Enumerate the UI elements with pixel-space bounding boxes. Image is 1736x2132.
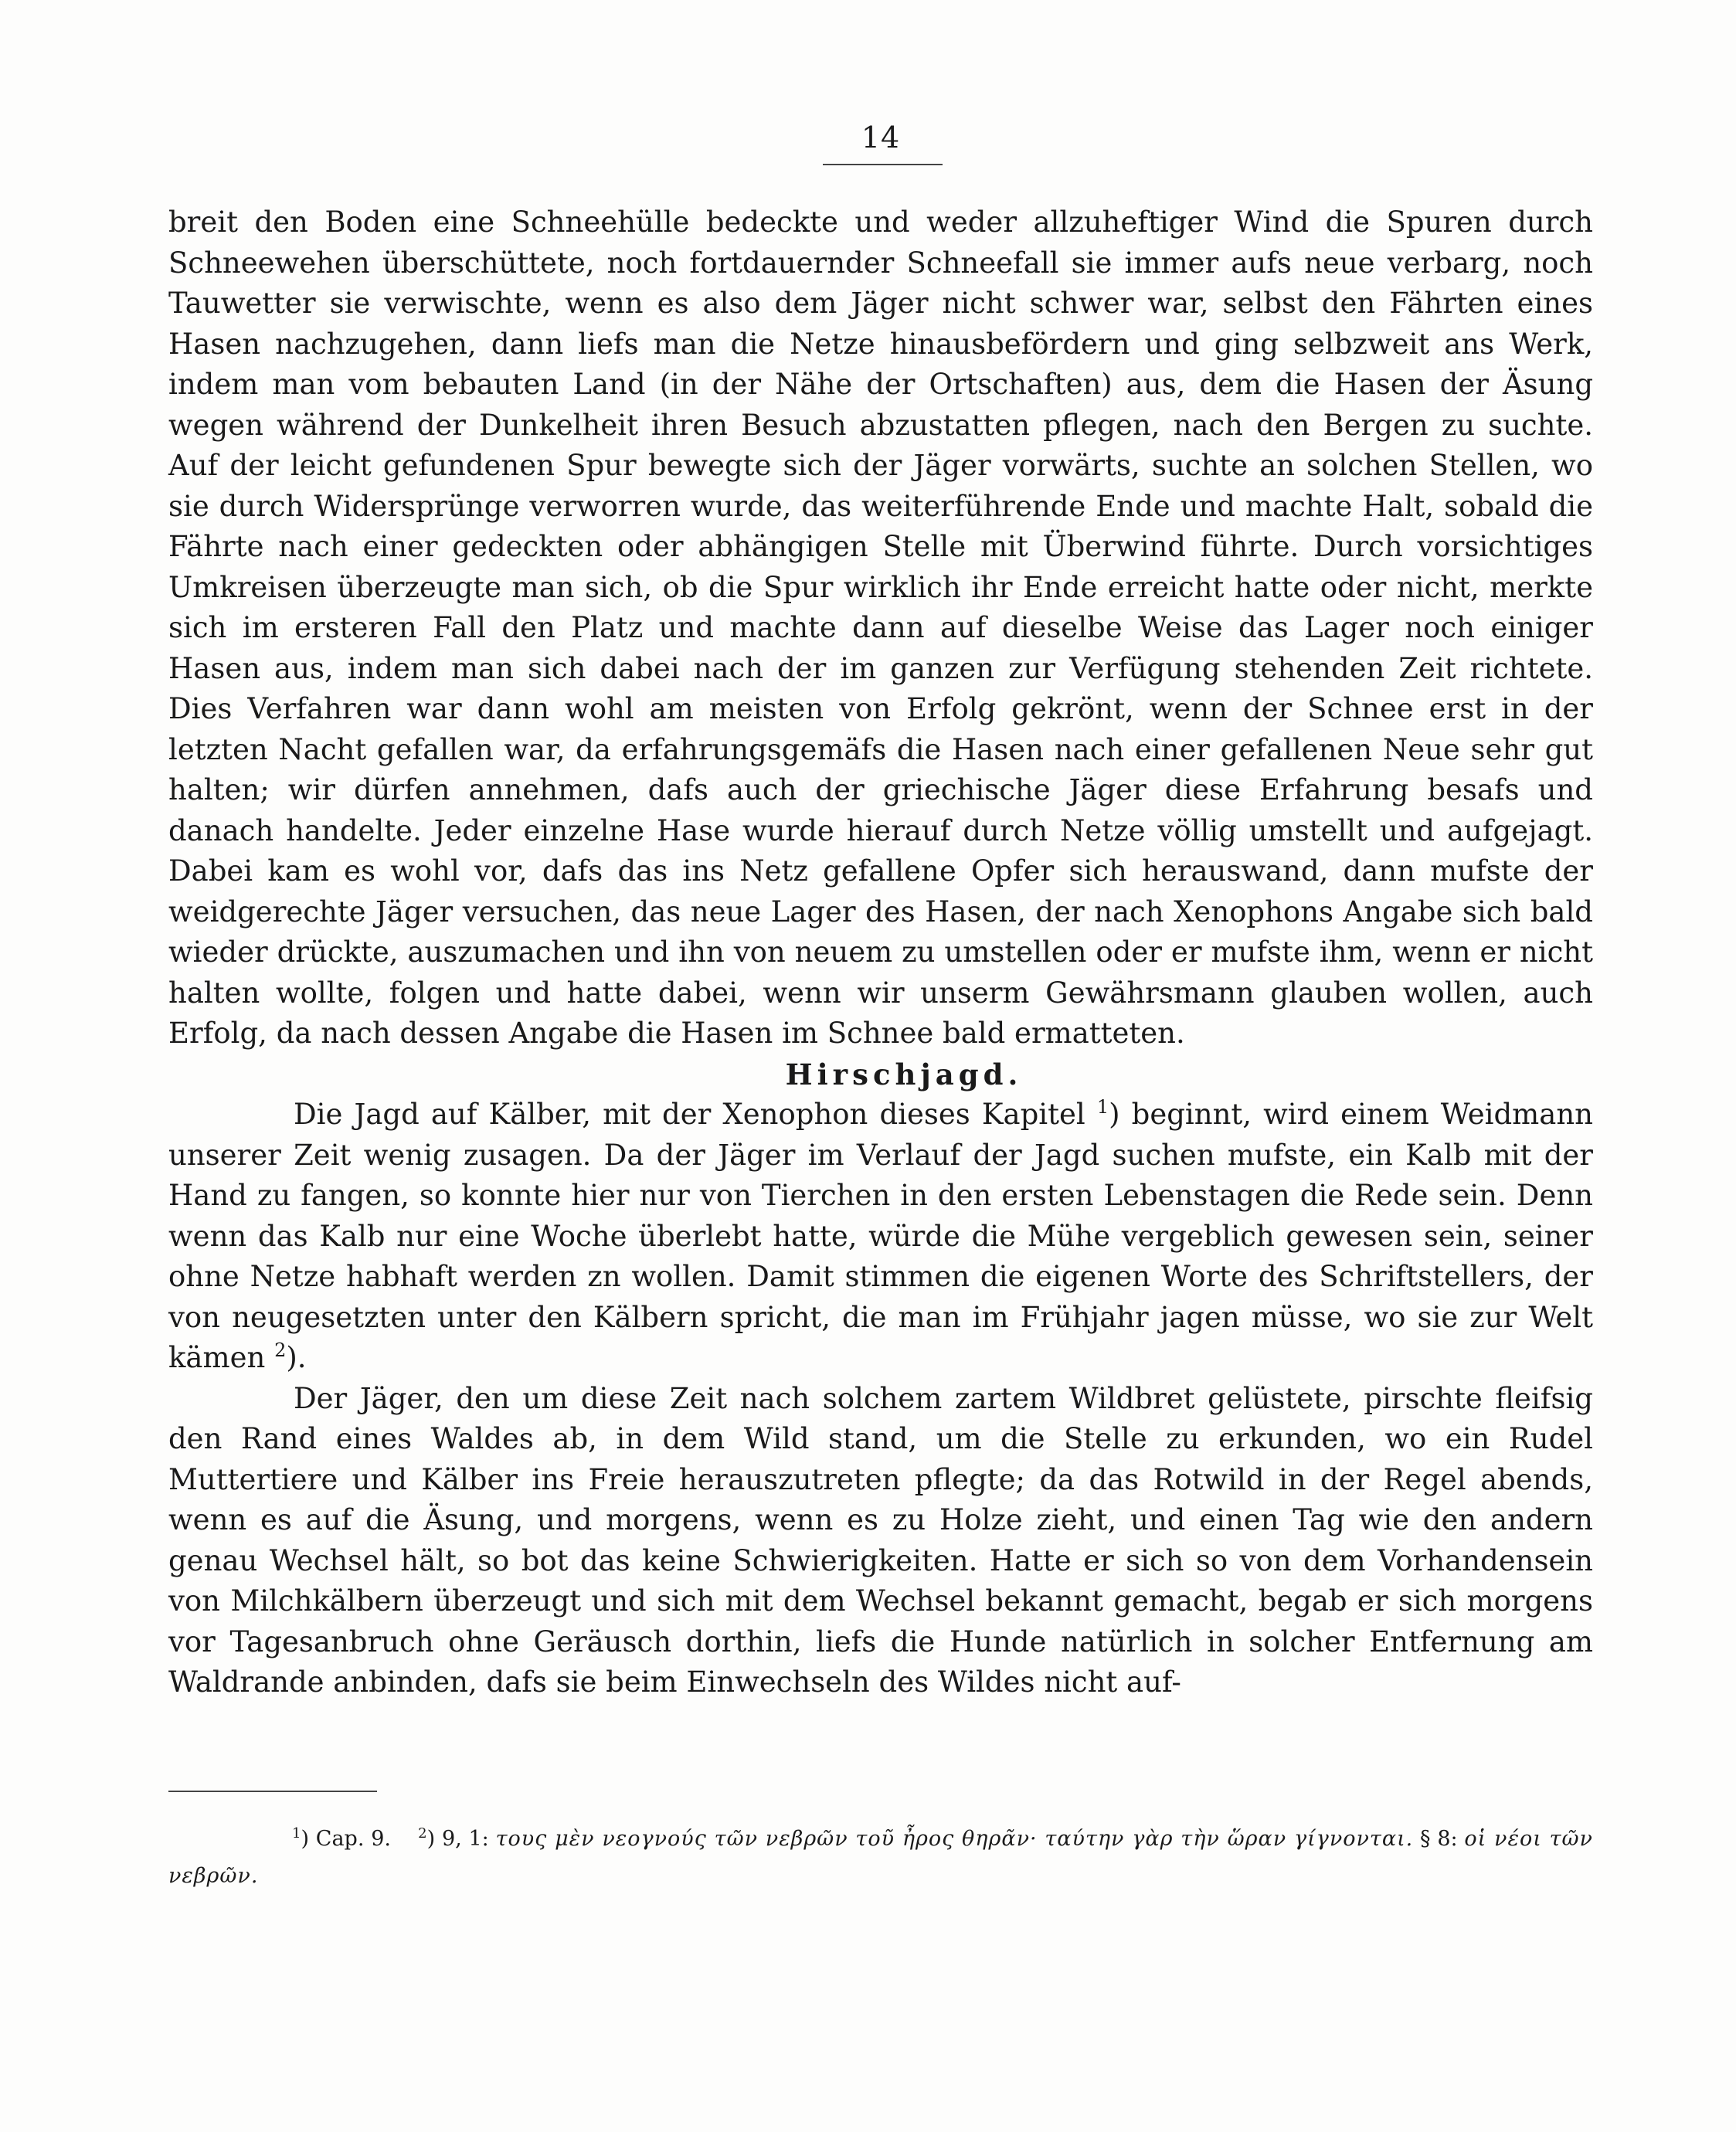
paragraph-calf-hunt — [168, 1095, 1593, 1379]
greek-quote-2: οἱ νέοι τῶν νεβρῶν. — [168, 1827, 1593, 1888]
page-number-rule — [823, 164, 943, 165]
footnote-section-ref: § 8: — [1420, 1827, 1458, 1851]
footnote-2-text: ) 9, 1: — [426, 1827, 489, 1851]
paragraph-continuation: breit den Boden eine Schneehülle bedeckte und weder allzuheftiger Wind die Spuren durch Schneewehen überschüttete, noch fortdauernder Schneefall sie immer aufs neue verbarg, noch Tauwetter sie verwischte, wenn es also dem Jäger nicht schwer war, selbst den Fährten eines Hasen nachzugehen, dann liefs man die Netze hinausbefördern und ging selbzweit ans Werk, indem man vom bebauten Land (in der Nähe der Ortschaften) aus, dem die Hasen der Äsung wegen während der Dunkelheit ihren Besuch abzustatten pflegen, nach den Bergen zu suchte. Auf der leicht gefundenen Spur bewegte sich der Jäger vorwärts, suchte an solchen Stellen, wo sie durch Widersprünge verworren wurde, das weiterführende Ende und machte Halt, sobald die Fährte nach einer gedeckten oder abhängigen Stelle mit Überwind führte. Durch vorsichtiges Umkreisen überzeugte man sich, ob die Spur wirklich ihr Ende erreicht hatte oder nicht, merkte sich im ersteren Fall den Platz und machte dann auf dieselbe Weise das Lager noch einiger Hasen aus, indem man sich dabei nach der im ganzen zur Verfügung stehenden Zeit richtete. Dies Verfahren war dann wohl am meisten von Erfolg gekrönt, wenn der Schnee erst in der letzten Nacht gefallen war, da erfahrungsgemäfs die Hasen nach einer gefallenen Neue sehr gut halten; wir dürfen annehmen, dafs auch der griechische Jäger diese Erfahrung besafs und danach handelte. Jeder einzelne Hase wurde hierauf durch Netze völlig umstellt und aufgejagt. Dabei kam es wohl vor, dafs das ins Netz gefallene Opfer sich herauswand, dann mufste der weidgerechte Jäger versuchen, das neue Lager des Hasen, der nach Xenophons Angabe sich bald wieder drückte, auszumachen und ihn von neuem zu umstellen oder er mufste ihm, wenn er nicht halten wollte, folgen und hatte dabei, wenn wir unserm Gewährsmann glauben wollen, auch Erfolg, da nach dessen Angabe die Hasen im Schnee bald ermatteten. — [168, 205, 1593, 1050]
footnote-mark-1: 1 — [292, 1825, 301, 1842]
footnotes — [168, 1815, 1593, 1895]
footnote-rule — [168, 1791, 377, 1792]
paragraph-text: ). — [286, 1341, 307, 1374]
body-text — [168, 202, 1593, 1703]
paragraph-hunter: Der Jäger, den um diese Zeit nach solchem zartem Wildbret gelüstete, pirschte fleifsig den Rand eines Waldes ab, in dem Wild stand, um die Stelle zu erkunden, wo ein Rudel Muttertiere und Kälber ins Freie herauszutreten pflegte; da das Rotwild in der Regel abends, wenn es auf die Äsung, und morgens, wenn es zu Holze zieht, und einen Tag wie den andern genau Wechsel hält, so bot das keine Schwierigkeiten. Hatte er sich so von dem Vorhandensein von Milchkälbern überzeugt und sich mit dem Wechsel bekannt gemacht, begab er sich morgens vor Tagesanbruch ohne Geräusch dorthin, liefs die Hunde natürlich in solcher Entfernung am Waldrande anbinden, dafs sie beim Einwechseln des Wildes nicht auf- — [168, 1381, 1593, 1699]
footnote-mark-2: 2 — [418, 1825, 427, 1842]
section-heading: Hirschjagd. — [785, 1057, 1023, 1091]
paragraph-text: ) beginnt, wird einem Weidmann unserer Zeit wenig zusagen. Da der Jäger im Verlauf der Jagd suchen mufste, ein Kalb mit der Hand zu fangen, so konnte hier nur von Tierchen in den ersten Lebenstagen die Rede sein. Denn wenn das Kalb nur eine Woche überlebt hatte, würde die Mühe vergeblich gewesen sein, seiner ohne Netze habhaft werden zn wollen. Damit stimmen die eigenen Worte des Schriftstellers, der von neugesetzten unter den Kälbern spricht, die man im Frühjahr jagen müsse, wo sie zur Welt kämen — [168, 1098, 1593, 1374]
footnote-reference-2: 2 — [274, 1339, 287, 1361]
paragraph-text: Die Jagd auf Kälber, mit der Xenophon dieses Kapitel — [294, 1098, 1085, 1131]
footnote-reference-1: 1 — [1096, 1096, 1109, 1118]
footnote-line — [168, 1815, 1593, 1895]
page-number: 14 — [861, 121, 901, 154]
footnote-1-text: ) Cap. 9. — [301, 1827, 391, 1851]
greek-quote-1: τους μὲν νεογνούς τῶν νεβρῶν τοῦ ἦρος θηρᾶν· ταύτην γὰρ τὴν ὥραν γίγνονται. — [495, 1827, 1414, 1851]
